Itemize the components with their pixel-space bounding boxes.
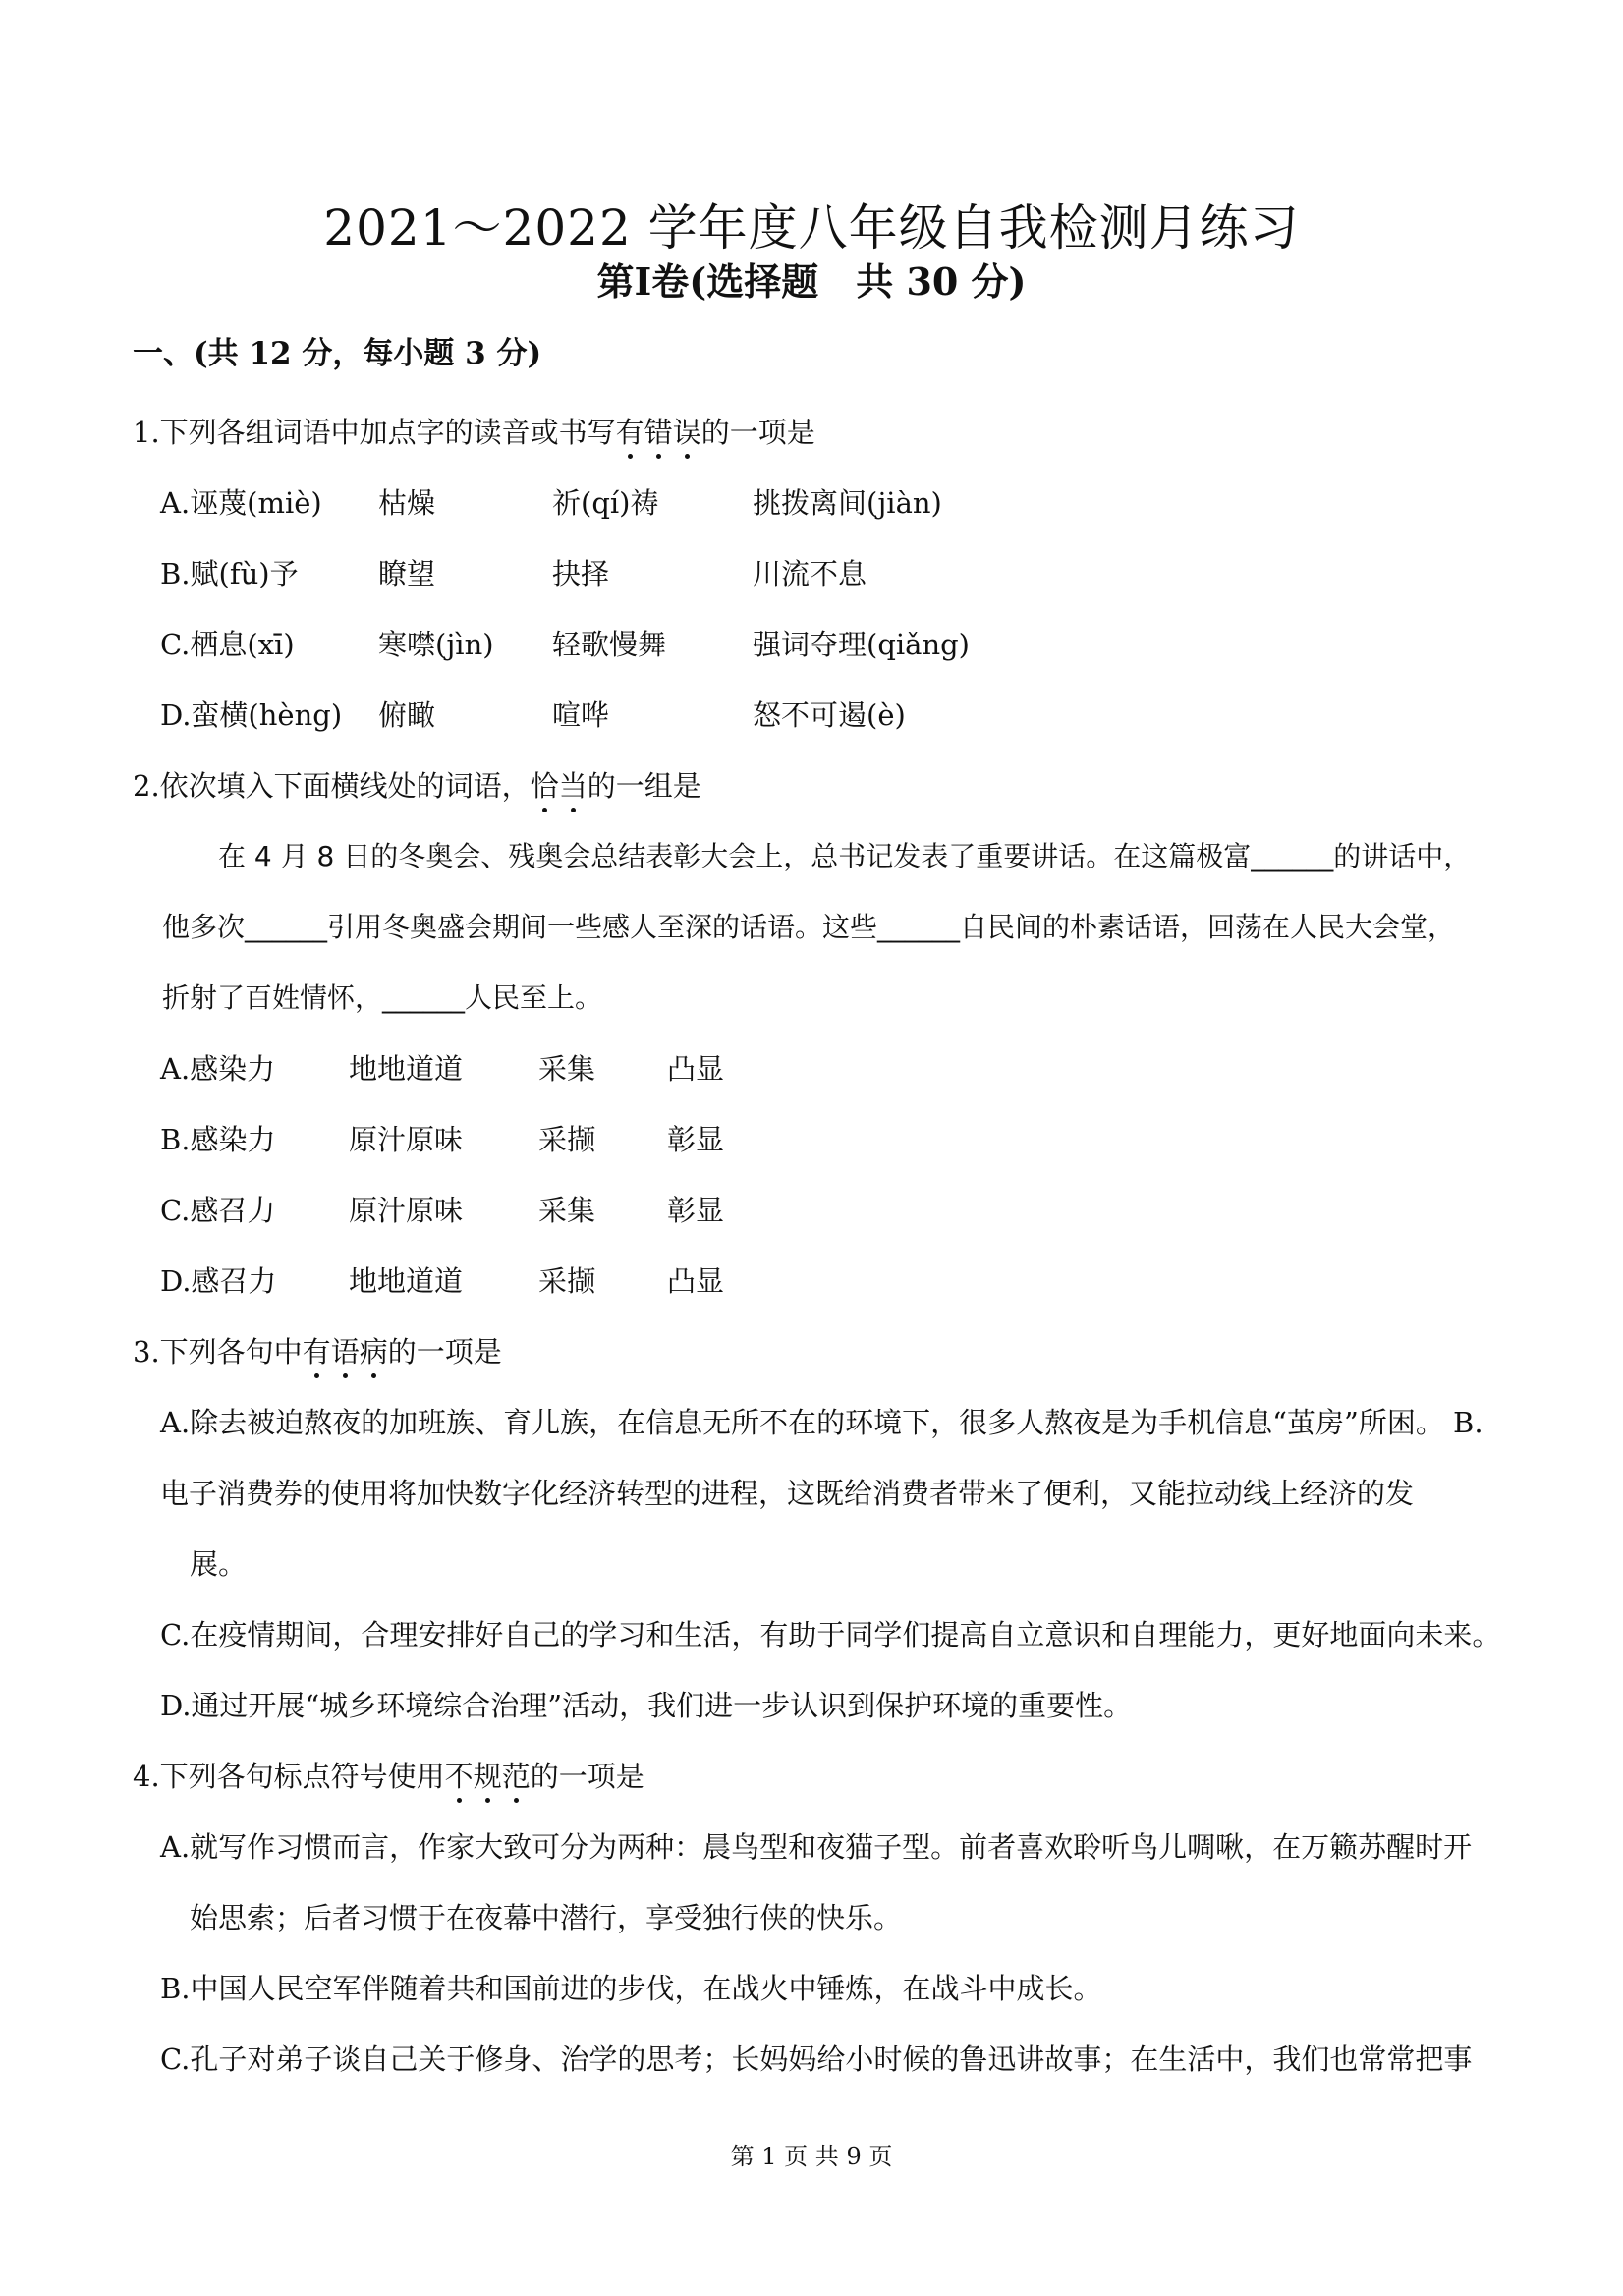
- dotted-char: 当: [559, 766, 588, 806]
- dotted-char: 语: [331, 1332, 360, 1372]
- question-2-passage-line-1: 在 4 月 8 日的冬奥会、残奥会总结表彰大会上，总书记发表了重要讲话。在这篇极富______的讲话中，: [218, 840, 1472, 872]
- question-4-stem: 4.下列各句标点符号使用不规范的一项是: [133, 1757, 644, 1796]
- question-3-option-d: D.通过开展“城乡环境综合治理”活动，我们进一步认识到保护环境的重要性。: [160, 1689, 1133, 1722]
- question-3-option-a: A.除去被迫熬夜的加班族、育儿族，在信息无所不在的环境下，很多人熬夜是为手机信息“茧房”所困。 B.: [160, 1406, 1483, 1439]
- question-4-option-b: B.中国人民空军伴随着共和国前进的步伐，在战火中锤炼，在战斗中成长。: [160, 1972, 1102, 2005]
- question-2-stem: 2.依次填入下面横线处的词语，恰当的一组是: [133, 766, 701, 806]
- dotted-char: 范: [502, 1757, 531, 1796]
- emphasis-dotted: [531, 769, 588, 803]
- dotted-char: 病: [360, 1332, 388, 1372]
- exam-page: 2021～2022 学年度八年级自我检测月练习 第Ⅰ卷(选择题 共 30 分) 一、(共 12 分，每小题 3 分) 1.下列各组词语中加点字的读音或书写有错误的一项是 A.诬蔑(miè) 枯燥 祈(qí)祷 挑拨离间(jiàn) B.赋(fù)予 瞭望 抉择 川流不息 C.栖息(xī) 寒噤(jìn) 轻歌慢舞 强词夺理(qiǎng) D.蛮横(hèng) 俯瞰 喧哗 怒不可遏(è) 2.依次填入下面横线处的词语，恰当的一组是 在 4 月 8 日的冬奥会、残奥会总结表彰大会上，总书记发表了重要讲话。在这篇极富______的讲话中， 他多次______引用冬奥盛会期间一些感人至深的话语。这些______自民间的朴素话语，回荡在人民大会堂， 折射了百姓情怀，______人民至上。 A.感染力 地地道道 采集 凸显 B.感染力 原汁原味 采撷 彰显 C.感召力 原汁原味 采集 彰显 D.感召力 地地道道 采撷 凸显 3.下列各句中有语病的一项是 A.除去被迫熬夜的加班族、育儿族，在信息无所不在的环境下，很多人熬夜是为手机信息“茧房”所困。 B. 电子消费券的使用将加快数字化经济转型的进程，这既给消费者带来了便利，又能拉动线上经济的发 展。 C.在疫情期间，合理安排好自己的学习和生活，有助于同学们提高自立意识和自理能力，更好地面向未来。 D.通过开展“城乡环境综合治理”活动，我们进一步认识到保护环境的重要性。 4.下列各句标点符号使用不规范的一项是 A.就写作习惯而言，作家大致可分为两种：晨鸟型和夜猫子型。前者喜欢聆听鸟儿啁啾，在万籁苏醒时开 始思索；后者习惯于在夜幕中潜行，享受独行侠的快乐。 B.中国人民空军伴随着共和国前进的步伐，在战火中锤炼，在战斗中成长。 C.孔子对弟子谈自己关于修身、治学的思考；长妈妈给小时候的鲁迅讲故事；在生活中，我们也常常把事 第 1 页 共 9 页: [0, 0, 1623, 2296]
- dotted-char: 有: [303, 1332, 331, 1372]
- dotted-char: 误: [673, 413, 701, 452]
- section-heading: 一、(共 12 分，每小题 3 分): [133, 336, 542, 371]
- dotted-char: 错: [644, 413, 673, 452]
- dotted-char: 恰: [531, 766, 559, 806]
- emphasis-dotted: [445, 1760, 531, 1793]
- question-3-option-b-cont: 展。: [190, 1547, 248, 1581]
- page-number: 第 1 页 共 9 页: [730, 2143, 893, 2170]
- question-2-passage-line-2: 他多次______引用冬奥盛会期间一些感人至深的话语。这些______自民间的朴素话语，回荡在人民大会堂，: [162, 911, 1456, 943]
- dotted-char: 有: [616, 413, 644, 452]
- question-2-passage-line-3: 折射了百姓情怀，______人民至上。: [162, 981, 603, 1014]
- emphasis-dotted: [616, 416, 701, 449]
- question-1-stem: 1.下列各组词语中加点字的读音或书写有错误的一项是: [133, 413, 815, 452]
- question-4-option-c: C.孔子对弟子谈自己关于修身、治学的思考；长妈妈给小时候的鲁迅讲故事；在生活中，我们也常常把事: [160, 2043, 1473, 2076]
- question-4-option-a-cont: 始思索；后者习惯于在夜幕中潜行，享受独行侠的快乐。: [190, 1901, 903, 1934]
- exam-title: 2021～2022 学年度八年级自我检测月练习: [323, 199, 1300, 256]
- question-3-option-b: 电子消费券的使用将加快数字化经济转型的进程，这既给消费者带来了便利，又能拉动线上经济的发: [160, 1477, 1415, 1510]
- exam-subtitle: 第Ⅰ卷(选择题 共 30 分): [596, 259, 1027, 304]
- dotted-char: 不: [445, 1757, 474, 1796]
- emphasis-dotted: [303, 1335, 388, 1369]
- question-3-option-c: C.在疫情期间，合理安排好自己的学习和生活，有助于同学们提高自立意识和自理能力，更好地面向未来。: [160, 1618, 1501, 1652]
- question-4-option-a: A.就写作习惯而言，作家大致可分为两种：晨鸟型和夜猫子型。前者喜欢聆听鸟儿啁啾，在万籁苏醒时开: [160, 1830, 1473, 1864]
- question-3-stem: 3.下列各句中有语病的一项是: [133, 1332, 502, 1372]
- dotted-char: 规: [474, 1757, 502, 1796]
